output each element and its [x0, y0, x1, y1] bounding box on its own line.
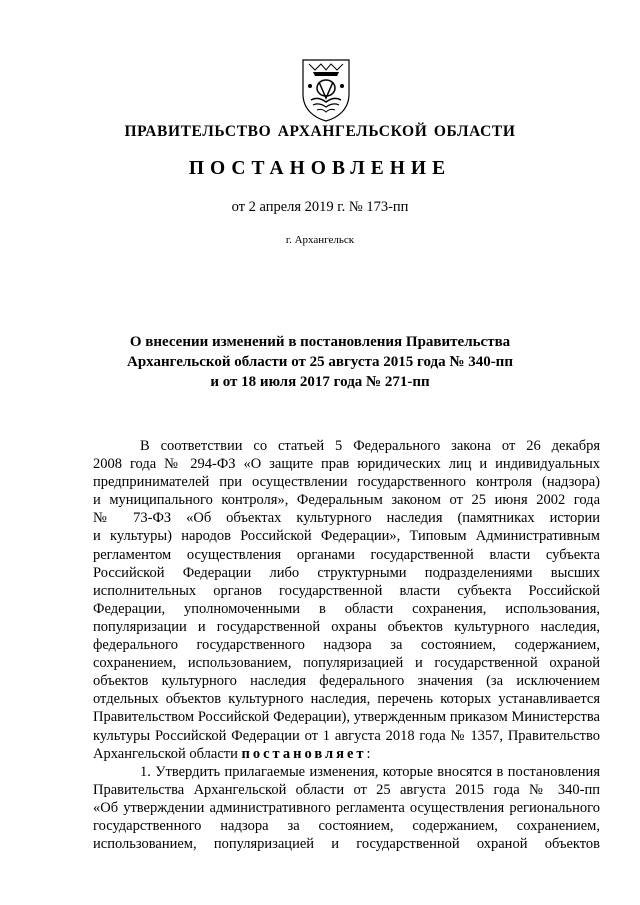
paragraph-line: «Об утверждении административного регламента осуществления регионального: [93, 799, 600, 816]
paragraph-line: Правительства Архангельской области от 25 августа 2015 года № 340-пп: [93, 781, 600, 798]
paragraph-line: 1. Утвердить прилагаемые изменения, которые вносятся в постановления: [140, 763, 600, 780]
paragraph-line: и муниципального контроля», Федеральным законом от 25 июня 2002 года: [93, 492, 600, 509]
document-body: [93, 437, 600, 853]
paragraph-line: [93, 745, 600, 763]
paragraph-line: использованием, популяризацией и государственной охраной объектов: [93, 836, 600, 853]
title-line: и от 18 июля 2017 года № 271-пп: [210, 374, 430, 390]
coat-of-arms-emblem: [301, 58, 351, 122]
paragraph-line: федерального государственного надзора за состоянием, содержанием,: [93, 637, 600, 654]
document-title: [0, 332, 640, 392]
paragraph-line: культуры Российской Федерации от 1 августа 2018 года № 1357, Правительство: [93, 727, 600, 744]
paragraph-line: регламентом осуществления органами государственной власти субъекта: [93, 546, 600, 563]
paragraph-text: :: [366, 745, 371, 762]
paragraph-line: исполнительных органов государственной власти субъекта Российской: [93, 582, 600, 599]
paragraph-line: сохранением, использованием, популяризацией и государственной охраной: [93, 655, 600, 672]
paragraph-line: объектов культурного наследия федерального значения (за исключением: [93, 673, 600, 690]
title-line: Архангельской области от 25 августа 2015 года № 340-пп: [127, 354, 513, 370]
paragraph-line: № 73-ФЗ «Об объектах культурного наследия (памятниках истории: [93, 510, 600, 527]
paragraph-line: популяризации и государственной охраны объектов культурного наследия,: [93, 618, 600, 635]
paragraph-line: предпринимателей при осуществлении государственного контроля (надзора): [93, 474, 600, 491]
date-and-number: от 2 апреля 2019 г. № 173-пп: [231, 199, 409, 215]
paragraph-line: В соответствии со статьей 5 Федерального закона от 26 декабря: [140, 438, 600, 454]
document-type: ПОСТАНОВЛЕНИЕ: [188, 158, 452, 179]
title-line: О внесении изменений в постановления Правительства: [129, 334, 511, 350]
paragraph-line: отдельных объектов культурного наследия, перечень которых устанавливается: [93, 691, 600, 708]
paragraph-line: государственного надзора за состоянием, содержанием, сохранением,: [93, 817, 600, 834]
paragraph-text: Архангельской области: [93, 745, 242, 762]
paragraph-line: Российской Федерации либо структурными подразделениями высших: [93, 564, 600, 581]
government-name: ПРАВИТЕЛЬСТВО АРХАНГЕЛЬСКОЙ ОБЛАСТИ: [124, 123, 516, 140]
city-name: г. Архангельск: [285, 234, 355, 246]
paragraph-line: 2008 года № 294-ФЗ «О защите прав юридических лиц и индивидуальных: [93, 456, 600, 473]
paragraph-line: Правительством Российской Федерации), утвержденным приказом Министерства: [93, 709, 600, 726]
paragraph-line: и культуры) народов Российской Федерации», Типовым Административным: [93, 528, 600, 545]
decree-word: постановляет: [241, 745, 367, 762]
paragraph-line: Федерации, уполномоченными в области сохранения, использования,: [93, 600, 600, 617]
